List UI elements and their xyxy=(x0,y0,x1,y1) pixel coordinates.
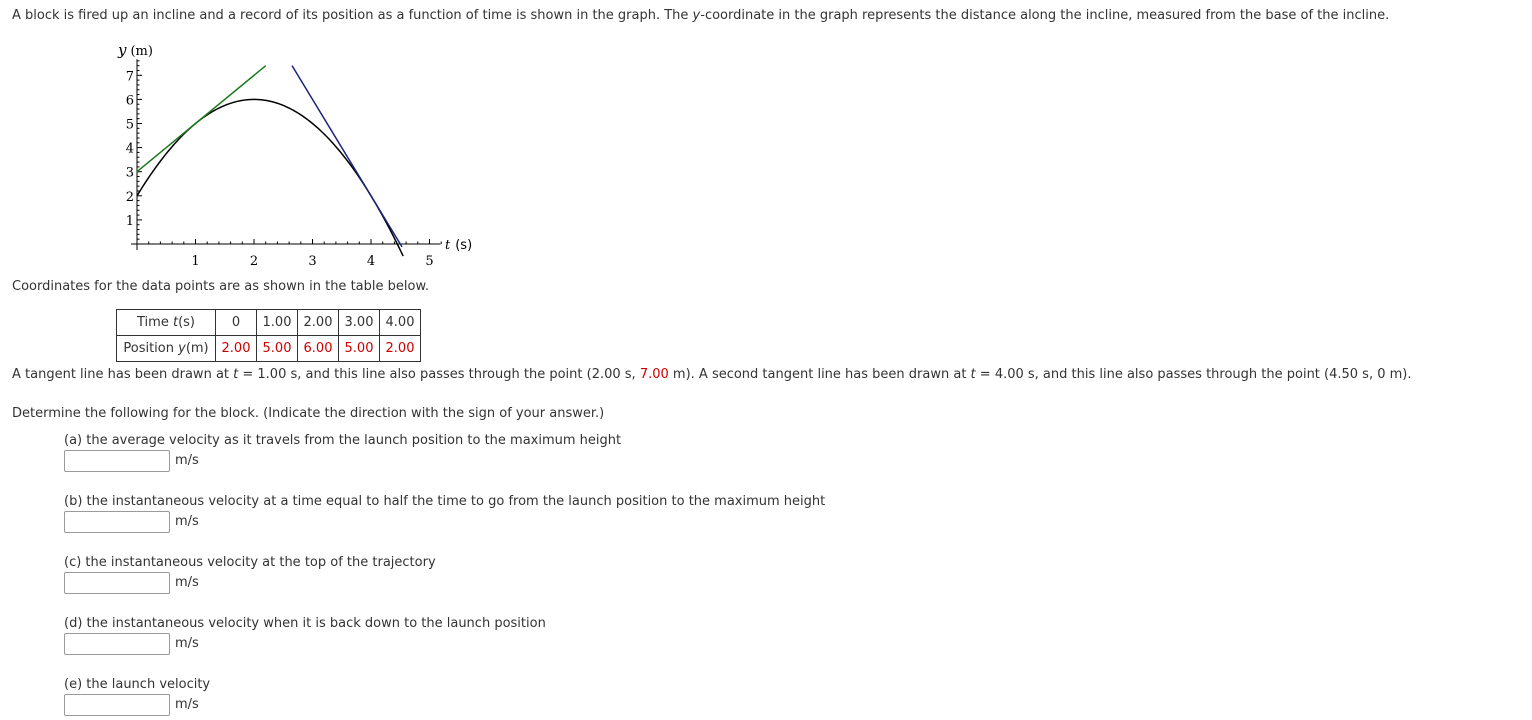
answer-d-input[interactable] xyxy=(64,633,170,655)
x-tick-label: 1 xyxy=(191,254,200,269)
tangent-line-t4 xyxy=(292,66,402,247)
y-tick-label: 7 xyxy=(125,69,134,85)
answer-b-unit: m/s xyxy=(175,514,199,529)
answer-b-input[interactable] xyxy=(64,511,170,533)
x-tick-label: 5 xyxy=(425,254,434,269)
y-axis-unit: (m) xyxy=(130,44,153,59)
tangent-line-t1 xyxy=(137,66,266,172)
position-header-label: Position xyxy=(123,341,179,356)
x-axis-label xyxy=(445,238,472,253)
chart-marks xyxy=(137,66,403,256)
time-cell: 1.00 xyxy=(257,310,298,336)
position-time-graph xyxy=(100,36,490,272)
tangent-text-4: = 4.00 s, and this line also passes through the point (4.50 s, 0 m). xyxy=(975,367,1412,382)
time-cell: 0 xyxy=(216,310,257,336)
position-row xyxy=(117,336,421,362)
tangent-highlight-value: 7.00 xyxy=(639,367,669,382)
tangent-text-3: m). A second tangent line has been drawn at xyxy=(668,367,971,382)
question-e-label: (e) the launch velocity xyxy=(64,677,211,692)
answer-d-unit: m/s xyxy=(175,636,199,651)
y-axis-var: y xyxy=(118,41,127,59)
y-tick-label: 4 xyxy=(125,141,134,157)
tangent-t-var-2: t xyxy=(970,367,976,382)
intro-text-1: A block is fired up an incline and a record of its position as a function of time is shown in the graph. The xyxy=(12,8,693,23)
position-cell: 5.00 xyxy=(257,336,298,362)
tick-labels xyxy=(126,69,434,269)
question-b-label: (b) the instantaneous velocity at a time equal to half the time to go from the launch position to the maximum height xyxy=(64,494,826,509)
tangent-description xyxy=(12,367,1412,382)
time-cell: 3.00 xyxy=(339,310,380,336)
time-header-unit: (s) xyxy=(178,315,195,330)
coordinates-intro: Coordinates for the data points are as shown in the table below. xyxy=(12,279,430,294)
answer-a-input[interactable] xyxy=(64,450,170,472)
position-header-unit: (m) xyxy=(185,341,209,356)
y-tick-label: 3 xyxy=(125,165,134,181)
x-tick-label: 4 xyxy=(366,254,376,269)
time-header xyxy=(117,310,216,336)
y-axis-label xyxy=(117,41,153,59)
time-header-label: Time xyxy=(137,315,173,330)
time-cell: 2.00 xyxy=(298,310,339,336)
position-header-var: y xyxy=(178,341,186,356)
time-header-var: t xyxy=(172,315,179,330)
question-d-label: (d) the instantaneous velocity when it is back down to the launch position xyxy=(64,616,546,631)
time-cell: 4.00 xyxy=(380,310,421,336)
question-c-label: (c) the instantaneous velocity at the top of the trajectory xyxy=(64,555,436,570)
x-axis-unit: (s) xyxy=(455,238,473,253)
position-header xyxy=(117,336,216,362)
time-row xyxy=(117,310,421,336)
position-cell: 5.00 xyxy=(339,336,380,362)
tangent-text-2: = 1.00 s, and this line also passes through the point (2.00 s, xyxy=(238,367,640,382)
x-axis-var: t xyxy=(445,238,451,253)
x-tick-label: 3 xyxy=(308,254,317,269)
y-tick-label: 2 xyxy=(125,189,134,205)
answer-e-input[interactable] xyxy=(64,694,170,716)
position-curve xyxy=(137,99,403,256)
problem-intro xyxy=(12,8,1389,23)
intro-y-var: y xyxy=(692,8,701,23)
position-cell: 6.00 xyxy=(298,336,339,362)
data-table xyxy=(116,309,421,362)
axes xyxy=(131,59,440,250)
position-cell: 2.00 xyxy=(216,336,257,362)
answer-c-unit: m/s xyxy=(175,575,199,590)
y-tick-label: 1 xyxy=(125,213,134,229)
ticks xyxy=(137,61,441,244)
question-a-label: (a) the average velocity as it travels from the launch position to the maximum height xyxy=(64,433,622,448)
answer-e-unit: m/s xyxy=(175,697,199,712)
position-cell: 2.00 xyxy=(380,336,421,362)
answer-a-unit: m/s xyxy=(175,453,199,468)
x-tick-label: 2 xyxy=(249,254,259,269)
tangent-t-var-1: t xyxy=(233,367,239,382)
direction-instruction: Determine the following for the block. (Indicate the direction with the sign of your answer.) xyxy=(12,406,605,421)
intro-text-2: -coordinate in the graph represents the distance along the incline, measured from the base of the incline. xyxy=(700,8,1390,23)
tangent-text-1: A tangent line has been drawn at xyxy=(12,367,234,382)
answer-c-input[interactable] xyxy=(64,572,170,594)
y-tick-label: 5 xyxy=(125,117,134,133)
y-tick-label: 6 xyxy=(125,93,134,109)
